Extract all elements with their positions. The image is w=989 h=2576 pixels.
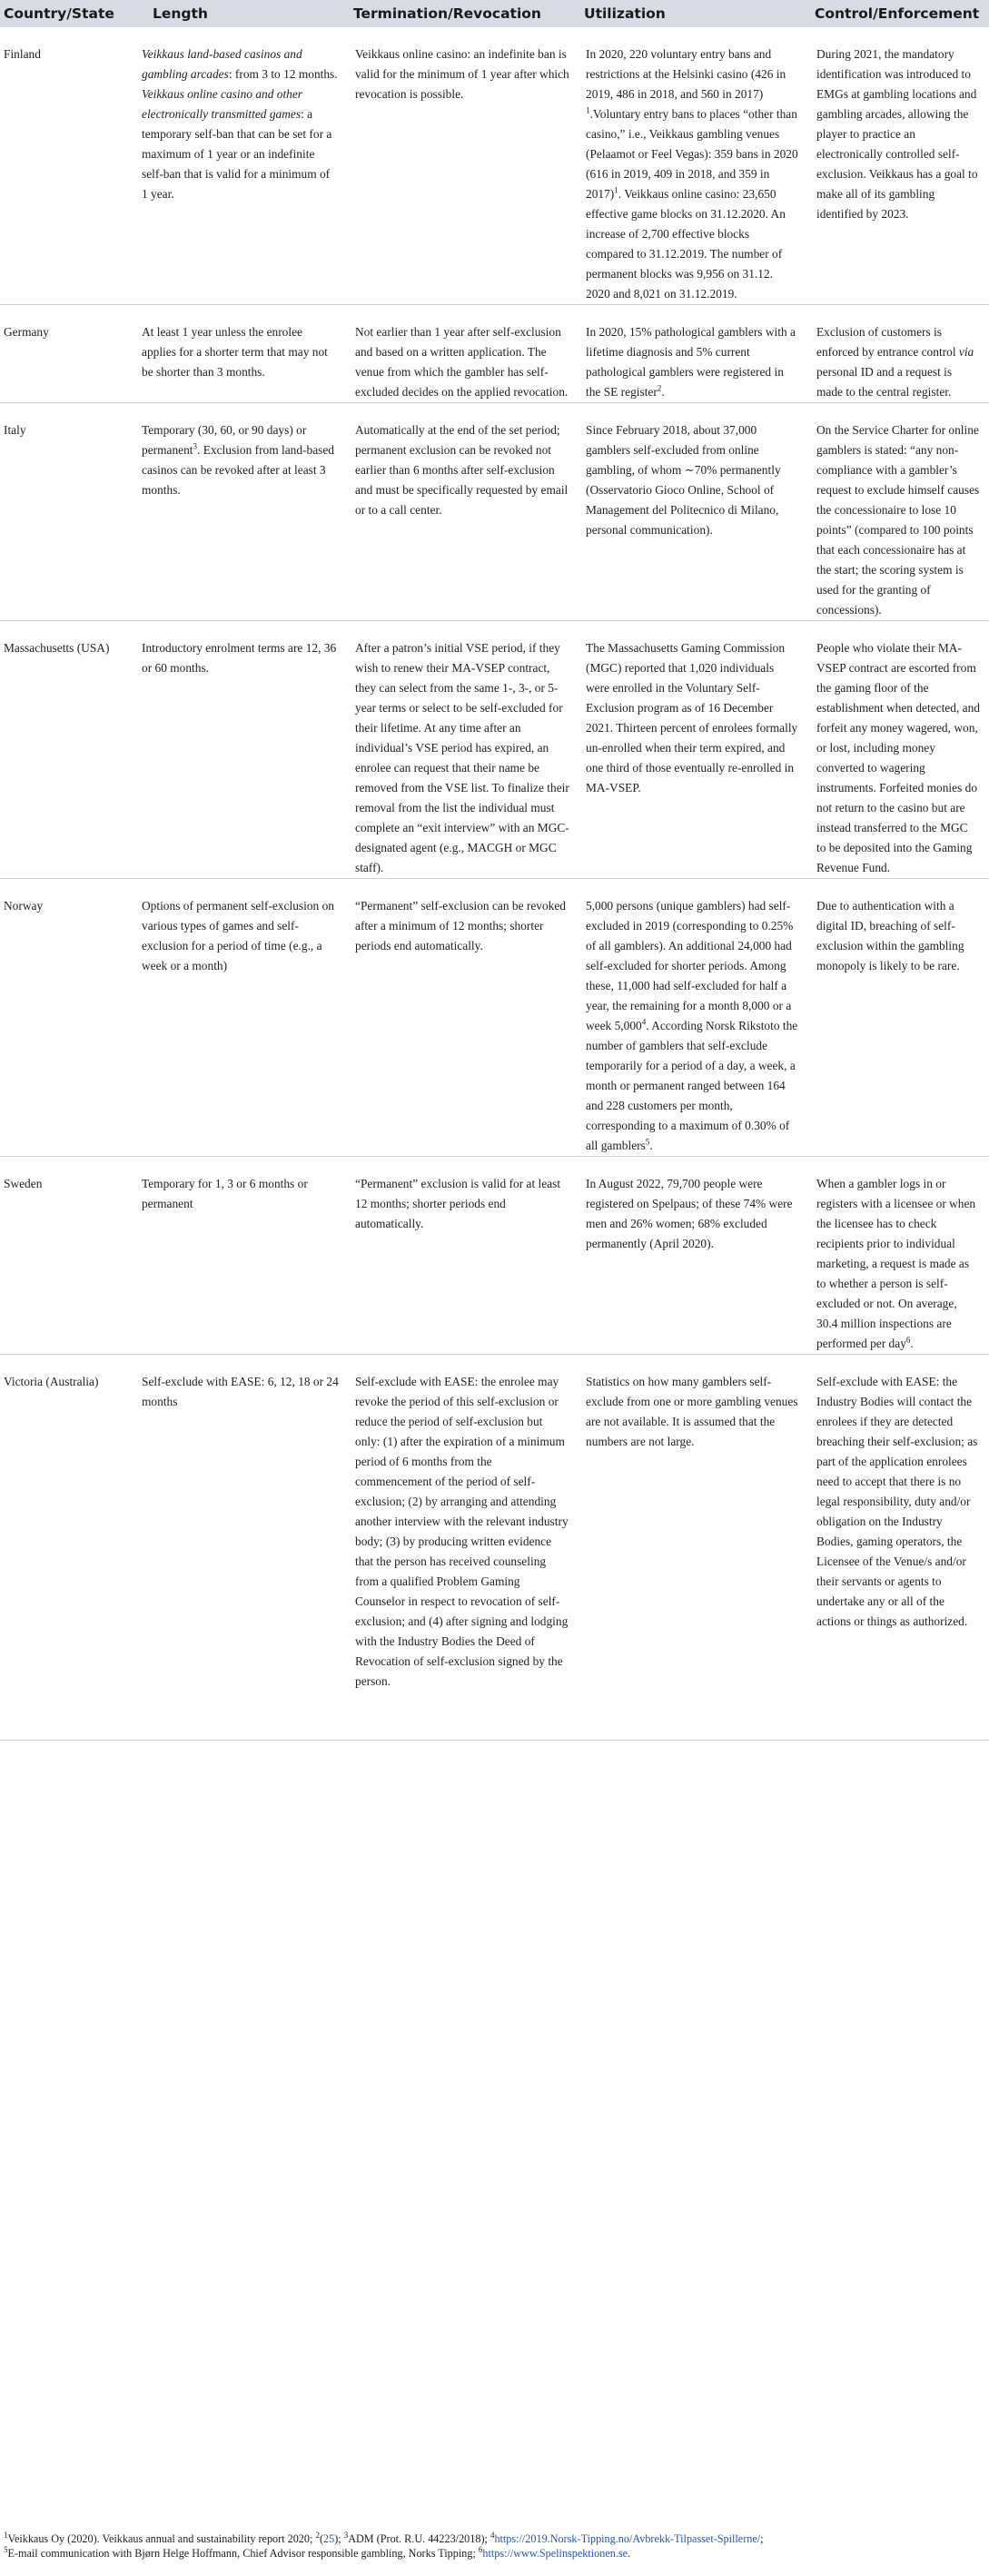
utilization-cell: The Massachusetts Gaming Commission (MGC) reported that 1,020 individuals were enrolled in the Voluntary Self-Exclusion program as of 16 December 2021. Thirteen percent of enrolees formally un-enrolled when their term expired, and one third of those eventually re-enrolled in MA-VSEP. [579, 621, 809, 879]
footnote-line-1: $^1$Veikkaus Oy (2020). Veikkaus annual and sustainability report 2020; $^2$(25); $^3$ADM (Prot. R.U. 44223/2018); $^4$https://2019.Norsk-Tipping.no/Avbrekk-Tilpasset-Spillerne/; [4, 2530, 764, 2545]
length-cell: Temporary for 1, 3 or 6 months or permanent [134, 1157, 348, 1355]
control-cell: Exclusion of customers is enforced by entrance control via personal ID and a request is made to the central register. [809, 305, 989, 403]
header-termination: Termination/Revocation [348, 0, 579, 27]
utilization-cell: In 2020, 15% pathological gamblers with a lifetime diagnosis and 5% current pathological gamblers were registered in the SE register$^2$. [579, 305, 809, 403]
termination-cell: “Permanent” self-exclusion can be revoked after a minimum of 12 months; shorter periods end automatically. [348, 879, 579, 1157]
footnote-ref: 1 [586, 105, 590, 115]
termination-cell: Not earlier than 1 year after self-exclusion and based on a written application. The venue from which the gambler has self-excluded decides on the applied revocation. [348, 305, 579, 403]
termination-cell: Automatically at the end of the set period; permanent exclusion can be revoked not earlier than 6 months after self-exclusion and must be specifically requested by email or to a call center. [348, 403, 579, 621]
utilization-cell: In 2020, 220 voluntary entry bans and restrictions at the Helsinki casino (426 in 2019, 486 in 2018, and 560 in 2017) $^1$.Voluntary entry bans to places “other than casino,” i.e., Veikkaus gambling venues (Pelaamot or Feel Vegas): 359 bans in 2020 (616 in 2019, 409 in 2018, and 359 in 2017)$^1$. Veikkaus online casino: 23,650 effective game blocks on 31.12.2020. An increase of 2,700 effective blocks compared to 31.12.2019. The number of permanent blocks was 9,956 on 31.12. 2020 and 8,021 on 31.12.2019. [579, 27, 809, 305]
country-cell: Sweden [0, 1157, 134, 1355]
footnote-ref: 5 [645, 1137, 650, 1147]
table-row-germany [0, 305, 989, 403]
control-cell: Self-exclude with EASE: the Industry Bodies will contact the enrolees if they are detected breaching their self-exclusion; as part of the application enrolees need to accept that there is no legal responsibility, duty and/or obligation on the Industry Bodies, gaming operators, the Licensee of the Venue/s and/or their servants or agents to undertake any or all of the actions or things as authorized. [809, 1355, 989, 1741]
footnote-ref: 1 [614, 185, 618, 195]
utilization-cell: Since February 2018, about 37,000 gamblers self-excluded from online gambling, of whom ∼70% permanently (Osservatorio Gioco Online, School of Management del Politecnico di Milano, personal communication). [579, 403, 809, 621]
control-cell: On the Service Charter for online gamblers is stated: “any non-compliance with a gambler’s request to exclude himself causes the concessionaire to lose 10 points” (compared to 100 points that each concessionaire has at the start; the scoring system is used for the granting of concessions). [809, 403, 989, 621]
norsk-tipping-link[interactable]: https://2019.Norsk-Tipping.no/Avbrekk-Tilpasset-Spillerne/ [494, 2532, 761, 2545]
spelinspektionen-link[interactable]: https://www.Spelinspektionen.se [482, 2547, 628, 2560]
control-cell: During 2021, the mandatory identification was introduced to EMGs at gambling locations and gambling arcades, allowing the player to practice an electronically controlled self-exclusion. Veikkaus has a goal to make all of its gambling identified by 2023. [809, 27, 989, 305]
country-cell: Victoria (Australia) [0, 1355, 134, 1741]
length-cell: Veikkaus land-based casinos and gambling arcades: from 3 to 12 months. Veikkaus online casino and other electronically transmitted games: a temporary self-ban that can be set for a maximum of 1 year or an indefinite self-ban that is valid for a minimum of 1 year. [134, 27, 348, 305]
header-utilization: Utilization [579, 0, 809, 27]
header-length: Length [134, 0, 348, 27]
length-cell: At least 1 year unless the enrolee applies for a shorter term that may not be shorter than 3 months. [134, 305, 348, 403]
table-row-sweden [0, 1157, 989, 1355]
table-row-norway [0, 879, 989, 1157]
footnote-ref: 6 [905, 1335, 911, 1345]
header-control: Control/Enforcement [809, 0, 989, 27]
termination-cell: Self-exclude with EASE: the enrolee may revoke the period of this self-exclusion or reduce the period of self-exclusion but only: (1) after the expiration of a minimum period of 6 months from the commencement of the period of self-exclusion; (2) by arranging and attending another interview with the relevant industry body; (3) by producing written evidence that the person has received counseling from a qualified Problem Gaming Counselor in respect to revocation of self-exclusion; and (4) after signing and lodging with the Industry Bodies the Deed of Revocation of self-exclusion signed by the person. [348, 1355, 579, 1741]
reference-link[interactable]: 25 [323, 2532, 335, 2545]
country-cell: Massachusetts (USA) [0, 621, 134, 879]
utilization-cell: Statistics on how many gamblers self-exclude from one or more gambling venues are not available. It is assumed that the numbers are not large. [579, 1355, 809, 1741]
termination-cell: “Permanent” exclusion is valid for at least 12 months; shorter periods end automatically. [348, 1157, 579, 1355]
control-cell: When a gambler logs in or registers with a licensee or when the licensee has to check recipients prior to individual marketing, a request is made as to whether a person is self-excluded or not. On average, 30.4 million inspections are performed per day$^6$. [809, 1157, 989, 1355]
utilization-cell: In August 2022, 79,700 people were registered on Spelpaus; of these 74% were men and 26% women; 68% excluded permanently (April 2020). [579, 1157, 809, 1355]
header-row [0, 0, 989, 27]
length-cell: Introductory enrolment terms are 12, 36 or 60 months. [134, 621, 348, 879]
termination-cell: Veikkaus online casino: an indefinite ban is valid for the minimum of 1 year after which revocation is possible. [348, 27, 579, 305]
footnote-ref: 3 [193, 441, 198, 451]
footnote-ref: 4 [641, 1017, 647, 1027]
length-cell: Options of permanent self-exclusion on various types of games and self-exclusion for a period of time (e.g., a week or a month) [134, 879, 348, 1157]
utilization-cell: 5,000 persons (unique gamblers) had self-excluded in 2019 (corresponding to 0.25% of all gamblers). An additional 24,000 had self-excluded for shorter periods. Among these, 11,000 had self-excluded for half a year, the remaining for a month 8,000 or a week 5,000$^4$. According Norsk Rikstoto the number of gamblers that self-exclude temporarily for a period of a day, a week, a month or permanent ranged between 164 and 228 customers per month, corresponding to a maximum of 0.30% of all gamblers$^5$. [579, 879, 809, 1157]
table-footnotes [4, 2532, 984, 2561]
termination-cell: After a patron’s initial VSE period, if they wish to renew their MA-VSEP contract, they can select from the same 1-, 3-, or 5-year terms or select to be self-excluded for their lifetime. At any time after an individual’s VSE period has expired, an enrolee can request that their name be removed from the VSE list. To finalize their removal from the list the individual must complete an “exit interview” with an MGC-designated agent (e.g., MACGH or MGC staff). [348, 621, 579, 879]
length-cell: Self-exclude with EASE: 6, 12, 18 or 24 months [134, 1355, 348, 1741]
country-cell: Finland [0, 27, 134, 305]
footnote-line-2: $^5$E-mail communication with Bjørn Helge Hoffmann, Chief Advisor responsible gambling, Norks Tipping; $^6$https://www.Spelinspektionen.se. [4, 2544, 631, 2560]
footnote-ref: 2 [657, 383, 662, 393]
country-cell: Germany [0, 305, 134, 403]
control-cell: People who violate their MA-VSEP contract are escorted from the gaming floor of the establishment when detected, and forfeit any money wagered, won, or lost, including money converted to wagering instruments. Forfeited monies do not return to the casino but are instead transferred to the MGC to be deposited into the Gaming Revenue Fund. [809, 621, 989, 879]
table-row-finland [0, 27, 989, 305]
table-row-italy [0, 403, 989, 621]
table-row-victoria [0, 1355, 989, 1741]
header-country: Country/State [0, 0, 134, 27]
control-cell: Due to authentication with a digital ID, breaching of self-exclusion within the gambling monopoly is likely to be rare. [809, 879, 989, 1157]
length-cell: Temporary (30, 60, or 90 days) or permanent$^3$. Exclusion from land-based casinos can be revoked after at least 3 months. [134, 403, 348, 621]
country-cell: Italy [0, 403, 134, 621]
country-cell: Norway [0, 879, 134, 1157]
table-row-massachusetts [0, 621, 989, 879]
